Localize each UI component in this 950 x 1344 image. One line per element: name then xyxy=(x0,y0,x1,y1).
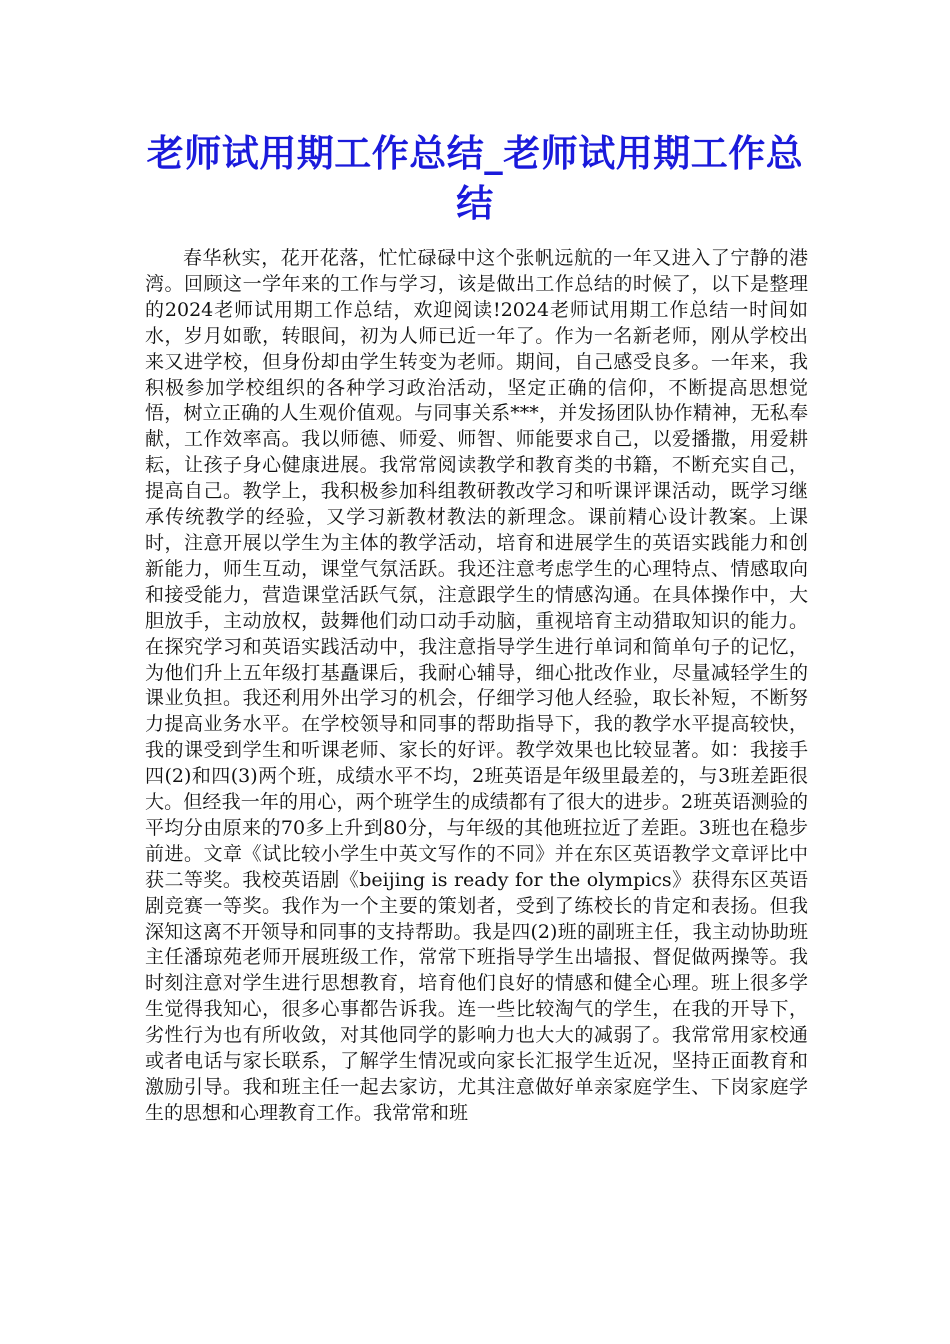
document-title: 老师试用期工作总结_老师试用期工作总结 xyxy=(146,131,804,225)
document-body-paragraph: 春华秋实，花开花落，忙忙碌碌中这个张帆远航的一年又进入了宁静的港湾。回顾这一学年来的工作与学习，该是做出工作总结的时候了，以下是整理的2024老师试用期工作总结，欢迎阅读!2024老师试用期工作总结一时间如水，岁月如歌，转眼间，初为人师已近一年了。作为一名新老师，刚从学校出来又进学校，但身份却由学生转变为老师。期间，自己感受良多。一年来，我积极参加学校组织的各种学习政治活动，坚定正确的信仰，不断提高思想觉悟，树立正确的人生观价值观。与同事关系***，并发扬团队协作精神，无私奉献，工作效率高。我以师德、师爱、师智、师能要求自己，以爱播撒，用爱耕耘，让孩子身心健康进展。我常常阅读教学和教育类的书籍，不断充实自己，提高自己。教学上，我积极参加科组教研教改学习和听课评课活动，既学习继承传统教学的经验，又学习新教材教法的新理念。课前精心设计教案。上课时，注意开展以学生为主体的教学活动，培育和进展学生的英语实践能力和创新能力，师生互动，课堂气氛活跃。我还注意考虑学生的心理特点、情感取向和接受能力，营造课堂活跃气氛，注意跟学生的情感沟通。在具体操作中，大胆放手，主动放权，鼓舞他们动口动手动脑，重视培育主动猎取知识的能力。在探究学习和英语实践活动中，我注意指导学生进行单词和简单句子的记忆，为他们升上五年级打基矗课后，我耐心辅导，细心批改作业，尽量减轻学生的课业负担。我还利用外出学习的机会，仔细学习他人经验，取长补短，不断努力提高业务水平。在学校领导和同事的帮助指导下，我的教学水平提高较快，我的课受到学生和听课老师、家长的好评。教学效果也比较显著。如：我接手四(2)和四(3)两个班，成绩水平不均，2班英语是年级里最差的，与3班差距很大。但经我一年的用心，两个班学生的成绩都有了很大的进步。2班英语测验的平均分由原来的70多上升到80分，与年级的其他班拉近了差距。3班也在稳步前进。文章《试比较小学生中英文写作的不同》并在东区英语教学文章评比中获二等奖。我校英语剧《beijing is ready for the olympics》获得东区英语剧竞赛一等奖。我作为一个主要的策划者，受到了练校长的肯定和表扬。但我深知这离不开领导和同事的支持帮助。我是四(2)班的副班主任，我主动协助班主任潘琼苑老师开展班级工作，常常下班指导学生出墙报、督促做两操等。我时刻注意对学生进行思想教育，培育他们良好的情感和健全心理。班上很多学生觉得我知心，很多心事都告诉我。连一些比较淘气的学生，在我的开导下，劣性行为也有所收敛，对其他同学的影响力也大大的减弱了。我常常用家校通或者电话与家长联系，了解学生情况或向家长汇报学生近况，坚持正面教育和激励引导。我和班主任一起去家访，尤其注意做好单亲家庭学生、下岗家庭学生的思想和心理教育工作。我常常和班 xyxy=(145,247,808,1124)
